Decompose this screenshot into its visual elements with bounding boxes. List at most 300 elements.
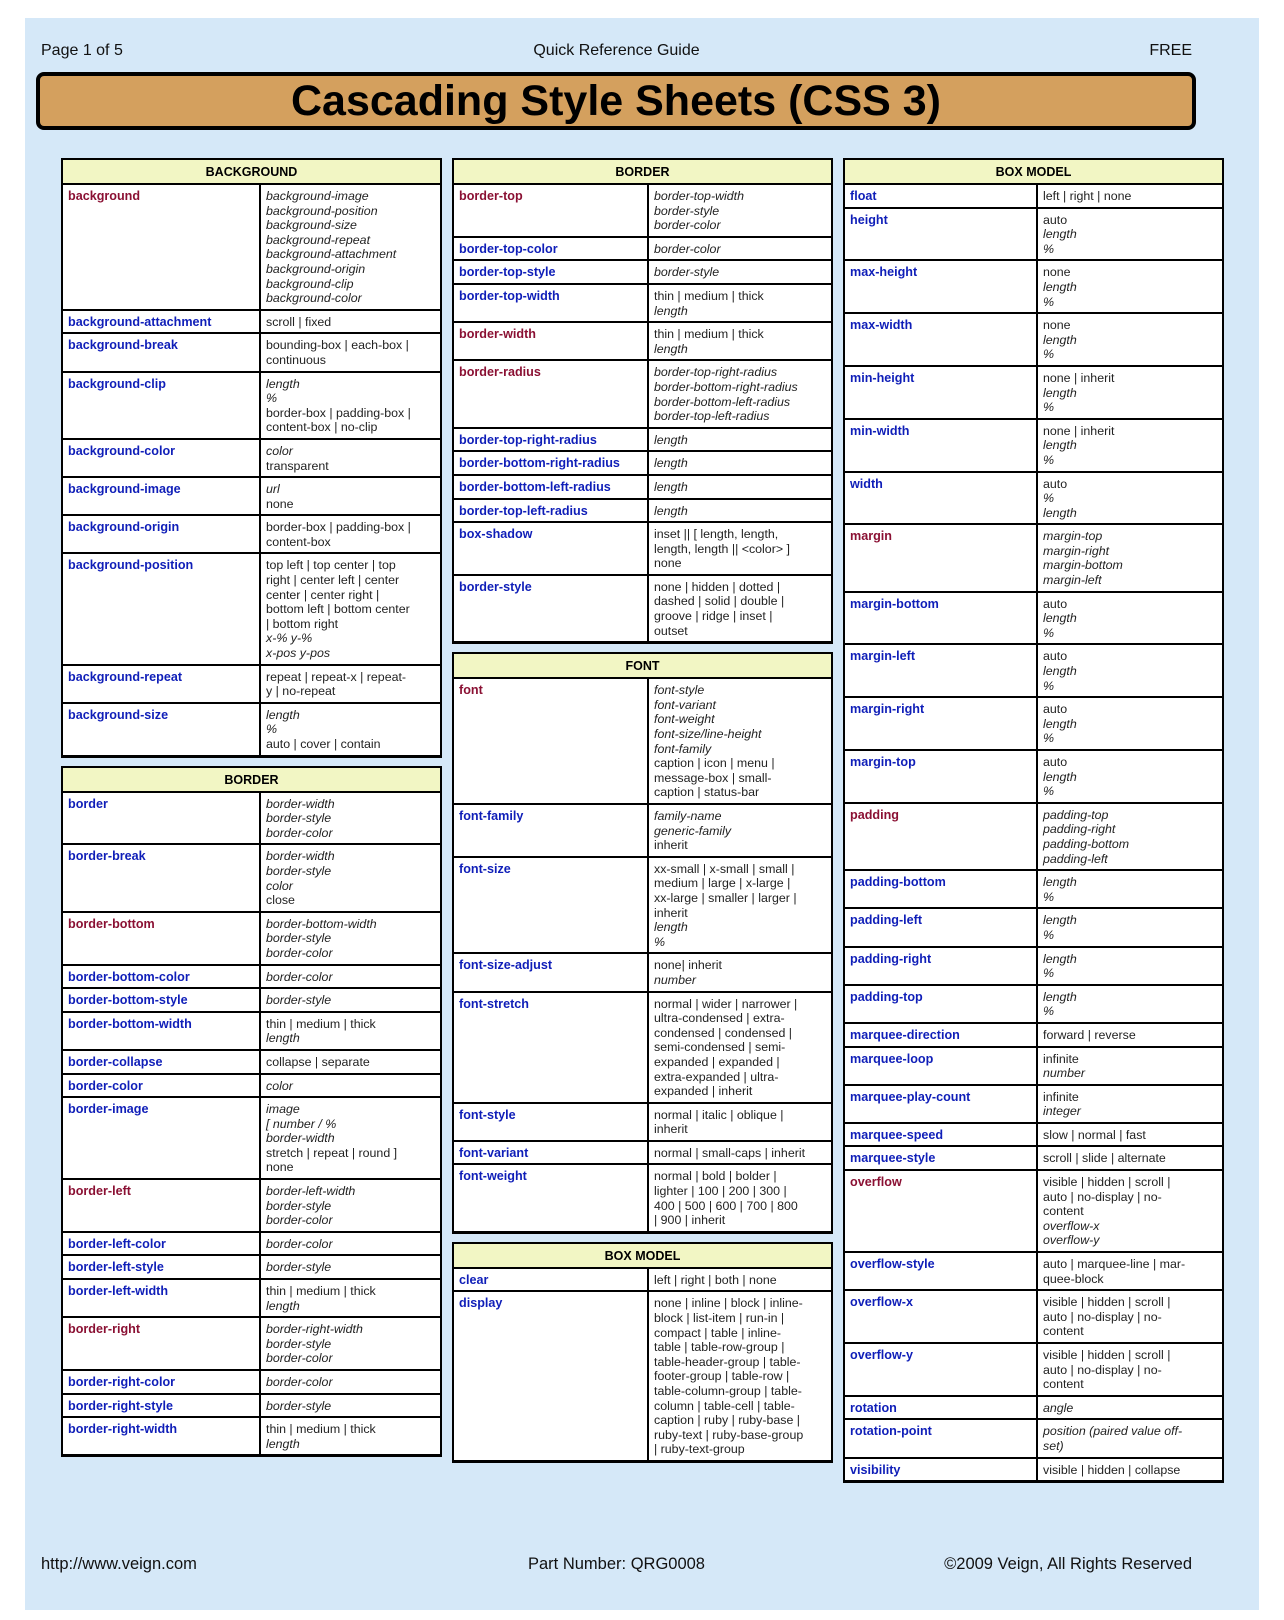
property-name: min-height: [845, 367, 1038, 418]
table-row: [845, 1420, 1222, 1458]
value-line: border-width: [266, 849, 335, 864]
value-line: length: [1043, 438, 1077, 453]
value-line: %: [1043, 491, 1055, 506]
value-line: condensed | condensed |: [654, 1025, 793, 1040]
property-values: [261, 516, 440, 552]
value-line: ultra-condensed | extra-: [654, 1011, 785, 1026]
value-line: none: [1043, 265, 1071, 280]
table-row: [454, 1104, 831, 1142]
property-name: border-left-color: [63, 1233, 261, 1255]
table-row: [63, 666, 440, 704]
reference-table: [61, 158, 442, 758]
table-row: [63, 704, 440, 757]
property-name: border-top-right-radius: [454, 429, 649, 451]
value-line: background-image: [266, 189, 369, 203]
table-row: [845, 909, 1222, 947]
table-row: [454, 1142, 831, 1166]
property-name: width: [845, 473, 1038, 524]
property-values: [261, 913, 440, 964]
value-line: footer-group | table-row |: [654, 1369, 790, 1384]
table-row: [63, 440, 440, 478]
value-line: thin | medium | thick: [654, 327, 764, 342]
value-line: visible | hidden | collapse: [1043, 1462, 1181, 1477]
value-line: background-position: [266, 203, 378, 218]
value-line: length, length || <color> ]: [654, 541, 790, 556]
value-line: length: [1043, 279, 1077, 294]
value-line: padding-left: [1043, 851, 1108, 866]
reference-table: [452, 1242, 833, 1463]
column-left: [61, 158, 442, 1465]
value-line: length: [266, 1031, 300, 1046]
property-values: [649, 1142, 831, 1164]
property-values: [261, 1395, 440, 1417]
property-name: border-right: [63, 1318, 261, 1369]
value-line: extra-expanded | ultra-: [654, 1069, 779, 1084]
property-name: font-weight: [454, 1165, 649, 1230]
table-heading: BOX MODEL: [454, 1244, 831, 1269]
value-line: length: [654, 920, 688, 935]
value-line: %: [1043, 625, 1055, 640]
property-values: [649, 576, 831, 641]
table-row: [845, 1397, 1222, 1421]
property-name: border-right-width: [63, 1418, 261, 1454]
property-values: [649, 185, 831, 236]
value-line: length: [654, 456, 688, 471]
value-line: border-color: [654, 241, 721, 256]
value-line: visible | hidden | scroll |: [1043, 1348, 1171, 1362]
property-name: min-width: [845, 420, 1038, 471]
value-line: caption | icon | menu |: [654, 756, 775, 771]
value-line: border-width: [266, 796, 335, 811]
table-row: [63, 1256, 440, 1280]
table-row: [454, 993, 831, 1104]
property-name: font-variant: [454, 1142, 649, 1164]
table-row: [845, 1048, 1222, 1086]
property-values: [649, 323, 831, 359]
value-line: border-color: [266, 945, 333, 960]
value-line: expanded | inherit: [654, 1084, 753, 1099]
column-middle: [452, 158, 833, 1471]
property-values: [649, 429, 831, 451]
page-footer: [41, 1555, 1192, 1579]
table-row: [454, 285, 831, 323]
value-line: length: [266, 1436, 300, 1451]
value-line: length: [1043, 227, 1077, 242]
table-row: [63, 1051, 440, 1075]
copyright: ©2009 Veign, All Rights Reserved: [944, 1555, 1192, 1573]
value-line: auto | no-display | no-: [1043, 1362, 1162, 1377]
table-row: [845, 209, 1222, 262]
value-line: %: [654, 934, 666, 949]
property-name: background-origin: [63, 516, 261, 552]
property-name: border-bottom: [63, 913, 261, 964]
value-line: auto: [1043, 596, 1068, 611]
table-row: [454, 1165, 831, 1232]
table-row: [63, 989, 440, 1013]
property-name: overflow-style: [845, 1253, 1038, 1289]
reference-table: [452, 158, 833, 644]
property-values: [261, 1418, 440, 1454]
table-row: [845, 645, 1222, 698]
value-line: padding-bottom: [1043, 836, 1130, 851]
value-line: border-style: [266, 1336, 332, 1351]
property-values: [261, 1013, 440, 1049]
value-line: border-width: [266, 1131, 335, 1146]
value-line: border-style: [266, 1198, 332, 1213]
value-line: family-name: [654, 809, 722, 823]
property-name: background-size: [63, 704, 261, 755]
value-line: inset || [ length, length,: [654, 527, 779, 542]
value-line: border-left-width: [266, 1184, 356, 1199]
property-values: [1038, 420, 1222, 471]
table-row: [845, 751, 1222, 804]
property-name: visibility: [845, 1459, 1038, 1481]
value-line: %: [1043, 966, 1055, 981]
property-name: border-left-width: [63, 1280, 261, 1316]
value-line: margin-left: [1043, 573, 1102, 588]
property-values: [1038, 1124, 1222, 1146]
value-line: message-box | small-: [654, 770, 772, 785]
value-line: length: [1043, 505, 1077, 520]
property-values: [1038, 871, 1222, 907]
value-line: length: [1043, 332, 1077, 347]
value-line: background-size: [266, 218, 357, 233]
value-line: none | inline | block | inline-: [654, 1296, 803, 1311]
value-line: border-color: [266, 1213, 333, 1228]
table-row: [63, 1280, 440, 1318]
property-name: border-bottom-right-radius: [454, 452, 649, 474]
value-line: color: [266, 1078, 293, 1093]
table-row: [454, 185, 831, 238]
value-line: background-clip: [266, 276, 354, 291]
value-line: block | list-item | run-in |: [654, 1311, 785, 1326]
value-line: none: [266, 1160, 294, 1175]
value-line: content: [1043, 1324, 1084, 1339]
property-values: [261, 1280, 440, 1316]
property-name: border: [63, 793, 261, 844]
property-name: float: [845, 185, 1038, 207]
value-line: | bottom right: [266, 616, 339, 631]
property-values: [1038, 1420, 1222, 1456]
table-row: [845, 1124, 1222, 1148]
property-values: [261, 1075, 440, 1097]
property-name: padding-right: [845, 948, 1038, 984]
table-row: [845, 1459, 1222, 1483]
value-line: content: [1043, 1377, 1084, 1392]
value-line: length: [654, 503, 688, 518]
property-values: [1038, 473, 1222, 524]
value-line: outset: [654, 623, 688, 638]
table-row: [454, 679, 831, 805]
value-line: position (paired value off-: [1043, 1424, 1183, 1439]
property-values: [261, 334, 440, 370]
value-line: stretch | repeat | round ]: [266, 1145, 398, 1160]
table-row: [454, 452, 831, 476]
property-values: [1038, 1344, 1222, 1395]
value-line: transparent: [266, 458, 329, 473]
value-line: border-color: [266, 1236, 333, 1251]
property-values: [649, 1104, 831, 1140]
value-line: generic-family: [654, 823, 732, 838]
value-line: none | hidden | dotted |: [654, 579, 781, 594]
table-heading: BOX MODEL: [845, 160, 1222, 185]
table-row: [454, 261, 831, 285]
property-name: marquee-style: [845, 1147, 1038, 1169]
property-values: [261, 1371, 440, 1393]
value-line: length: [654, 432, 688, 447]
property-values: [649, 238, 831, 260]
value-line: xx-large | smaller | larger |: [654, 890, 797, 905]
property-name: font-size-adjust: [454, 954, 649, 990]
property-name: max-height: [845, 261, 1038, 312]
table-row: [454, 1269, 831, 1293]
value-line: inherit: [654, 905, 688, 920]
value-line: color: [266, 878, 293, 893]
value-line: border-right-width: [266, 1322, 363, 1337]
property-values: [261, 311, 440, 333]
property-name: border-bottom-left-radius: [454, 476, 649, 498]
value-line: left | right | both | none: [654, 1272, 777, 1287]
value-line: table-column-group | table-: [654, 1384, 802, 1398]
table-row: [63, 845, 440, 912]
property-values: [1038, 645, 1222, 696]
value-line: table-header-group | table-: [654, 1354, 801, 1369]
property-values: [261, 1256, 440, 1278]
value-line: ruby-text | ruby-base-group: [654, 1427, 804, 1442]
property-values: [1038, 593, 1222, 644]
property-values: [261, 554, 440, 663]
value-line: thin | medium | thick: [266, 1016, 376, 1031]
property-values: [1038, 209, 1222, 260]
property-name: background-color: [63, 440, 261, 476]
value-line: auto: [1043, 212, 1068, 227]
table-row: [845, 1171, 1222, 1253]
table-row: [845, 1253, 1222, 1291]
value-line: border-style: [654, 265, 720, 280]
property-values: [261, 1180, 440, 1231]
value-line: length: [1043, 875, 1077, 890]
guide-label: Quick Reference Guide: [533, 42, 700, 59]
column-right: [843, 158, 1224, 1491]
property-name: background: [63, 185, 261, 309]
table-row: [845, 698, 1222, 751]
value-line: none: [266, 496, 294, 511]
value-line: border-top-right-radius: [654, 365, 778, 380]
value-line: auto: [1043, 755, 1068, 769]
table-row: [454, 476, 831, 500]
value-line: border-color: [266, 969, 333, 984]
property-values: [1038, 367, 1222, 418]
table-row: [63, 334, 440, 372]
value-line: x-pos y-pos: [266, 646, 331, 661]
property-values: [649, 285, 831, 321]
value-line: length: [654, 341, 688, 356]
property-name: font-size: [454, 858, 649, 953]
property-name: marquee-speed: [845, 1124, 1038, 1146]
value-line: border-color: [266, 1375, 333, 1389]
property-values: [649, 1165, 831, 1230]
value-line: | 900 | inherit: [654, 1213, 726, 1228]
property-values: [261, 1098, 440, 1178]
value-line: border-color: [654, 218, 721, 233]
footer-url[interactable]: http://www.veign.com: [41, 1555, 197, 1573]
property-name: border-bottom-width: [63, 1013, 261, 1049]
reference-table: [452, 652, 833, 1234]
property-name: margin-top: [845, 751, 1038, 802]
property-name: padding-top: [845, 986, 1038, 1022]
value-line: medium | large | x-large |: [654, 876, 791, 891]
property-name: max-width: [845, 314, 1038, 365]
table-row: [845, 525, 1222, 592]
property-values: [261, 989, 440, 1011]
value-line: bottom left | bottom center: [266, 602, 410, 617]
table-row: [845, 871, 1222, 909]
value-line: border-bottom-width: [266, 916, 377, 931]
property-values: [1038, 1147, 1222, 1169]
property-values: [649, 858, 831, 953]
property-name: marquee-direction: [845, 1024, 1038, 1046]
table-row: [845, 986, 1222, 1024]
value-line: font-family: [654, 741, 712, 756]
value-line: none | inherit: [1043, 370, 1115, 385]
property-values: [1038, 804, 1222, 869]
property-values: [649, 679, 831, 803]
property-values: [1038, 948, 1222, 984]
value-line: continuous: [266, 352, 326, 367]
property-values: [1038, 1024, 1222, 1046]
table-row: [454, 323, 831, 361]
value-line: visible | hidden | scroll |: [1043, 1295, 1171, 1310]
value-line: top left | top center | top: [266, 558, 396, 573]
value-line: xx-small | x-small | small |: [654, 861, 795, 876]
property-values: [261, 1233, 440, 1255]
value-line: lighter | 100 | 200 | 300 |: [654, 1184, 787, 1199]
property-values: [261, 666, 440, 702]
property-values: [1038, 909, 1222, 945]
property-values: [1038, 314, 1222, 365]
value-line: column | table-cell | table-: [654, 1398, 795, 1413]
value-line: font-weight: [654, 712, 715, 727]
property-name: height: [845, 209, 1038, 260]
value-line: none: [654, 556, 682, 571]
value-line: font-style: [654, 683, 705, 698]
value-line: border-style: [266, 1398, 332, 1413]
property-name: marquee-play-count: [845, 1086, 1038, 1122]
value-line: font-size/line-height: [654, 727, 762, 742]
value-line: scroll | fixed: [266, 314, 332, 329]
property-name: margin-bottom: [845, 593, 1038, 644]
value-line: length: [1043, 611, 1077, 626]
property-name: border-bottom-style: [63, 989, 261, 1011]
property-name: border-left-style: [63, 1256, 261, 1278]
page-number: Page 1 of 5: [41, 42, 123, 59]
property-values: [649, 452, 831, 474]
table-row: [63, 1418, 440, 1456]
property-name: display: [454, 1292, 649, 1460]
value-line: %: [266, 722, 278, 737]
property-name: border-collapse: [63, 1051, 261, 1073]
value-line: | ruby-text-group: [654, 1442, 745, 1457]
value-line: auto | cover | contain: [266, 737, 381, 751]
value-line: border-top-width: [654, 189, 744, 203]
property-values: [261, 185, 440, 309]
table-row: [63, 1180, 440, 1233]
property-values: [1038, 1397, 1222, 1419]
property-name: background-attachment: [63, 311, 261, 333]
table-row: [454, 429, 831, 453]
value-line: background-repeat: [266, 232, 371, 247]
property-values: [261, 1051, 440, 1073]
property-name: border-width: [454, 323, 649, 359]
property-values: [1038, 261, 1222, 312]
value-line: normal | bold | bolder |: [654, 1169, 777, 1184]
value-line: slow | normal | fast: [1043, 1127, 1146, 1142]
property-name: margin-right: [845, 698, 1038, 749]
value-line: visible | hidden | scroll |: [1043, 1175, 1171, 1190]
value-line: border-bottom-left-radius: [654, 394, 791, 409]
property-values: [1038, 986, 1222, 1022]
value-line: number: [654, 972, 697, 987]
property-name: border-right-style: [63, 1395, 261, 1417]
value-line: scroll | slide | alternate: [1043, 1151, 1166, 1166]
value-line: margin-bottom: [1043, 558, 1123, 573]
table-row: [63, 913, 440, 966]
table-row: [454, 858, 831, 955]
property-name: border-top-left-radius: [454, 500, 649, 522]
property-name: font-stretch: [454, 993, 649, 1102]
table-row: [63, 1098, 440, 1180]
value-line: compact | table | inline-: [654, 1325, 781, 1340]
table-row: [845, 1147, 1222, 1171]
property-values: [1038, 1253, 1222, 1289]
property-values: [1038, 1171, 1222, 1251]
property-name: margin-left: [845, 645, 1038, 696]
value-line: thin | medium | thick: [266, 1284, 376, 1299]
page-title: Cascading Style Sheets (CSS 3): [36, 72, 1196, 130]
value-line: length: [1043, 913, 1077, 928]
value-line: %: [1043, 1004, 1055, 1019]
value-line: content-box: [266, 534, 331, 549]
table-row: [63, 478, 440, 516]
table-row: [454, 954, 831, 992]
value-line: x-% y-%: [266, 631, 313, 646]
property-values: [261, 1318, 440, 1369]
value-line: background-origin: [266, 261, 366, 276]
value-line: table | table-row-group |: [654, 1340, 785, 1355]
value-line: length: [1043, 951, 1077, 966]
value-line: forward | reverse: [1043, 1027, 1136, 1042]
property-values: [1038, 1048, 1222, 1084]
value-line: thin | medium | thick: [266, 1422, 376, 1437]
property-values: [1038, 525, 1222, 590]
value-line: length: [266, 376, 300, 391]
property-values: [261, 704, 440, 755]
value-line: border-style: [266, 993, 332, 1008]
value-line: inherit: [654, 1122, 688, 1137]
value-line: none | inherit: [1043, 423, 1115, 438]
value-line: dashed | solid | double |: [654, 594, 785, 609]
property-name: font-style: [454, 1104, 649, 1140]
property-values: [649, 1269, 831, 1291]
value-line: %: [1043, 784, 1055, 799]
value-line: font-variant: [654, 697, 716, 712]
property-values: [649, 500, 831, 522]
value-line: border-color: [266, 825, 333, 840]
value-line: border-box | padding-box |: [266, 520, 411, 535]
value-line: auto | no-display | no-: [1043, 1189, 1162, 1204]
table-row: [454, 523, 831, 576]
property-values: [1038, 1086, 1222, 1122]
